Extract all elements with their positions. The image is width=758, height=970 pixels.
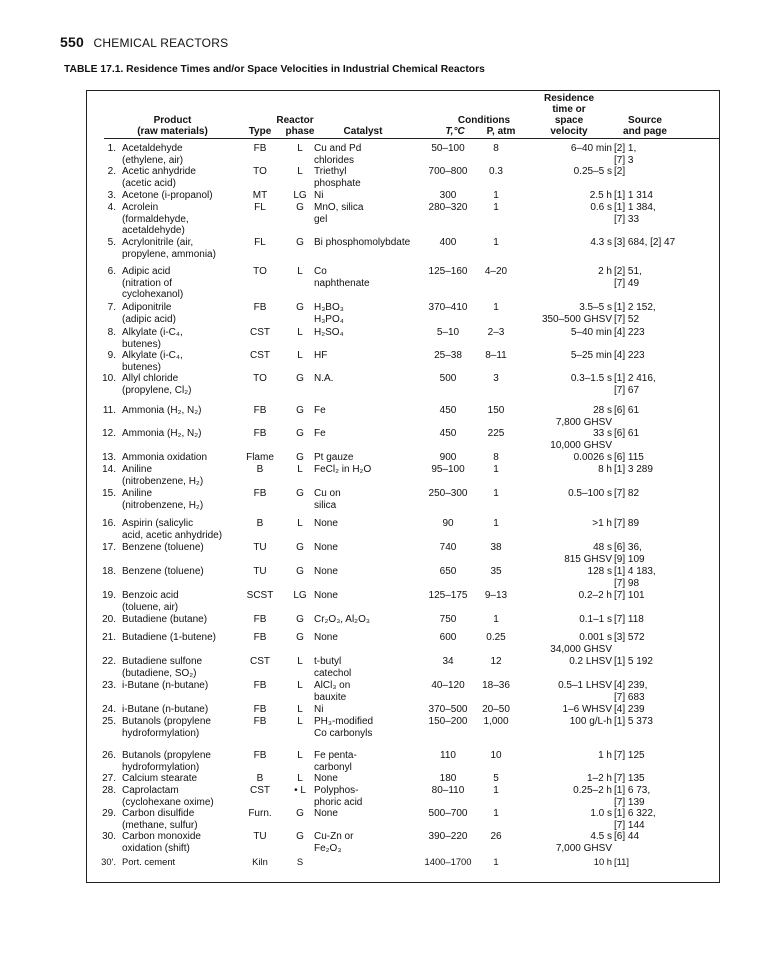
cell-catalyst: AlCl₃ on bauxite [314, 680, 351, 703]
cell-pressure: 1 [493, 808, 499, 819]
cell-catalyst: None [314, 518, 338, 529]
cell-product: Aniline (nitrobenzene, H₂) [122, 464, 204, 487]
cell-residence: 0.5–100 s [568, 488, 612, 499]
cell-type: FB [253, 302, 267, 313]
header-catalyst: Catalyst [343, 126, 383, 137]
cell-source: [1] 2 152, [7] 52 [614, 302, 656, 325]
cell-phase: G [296, 452, 304, 463]
cell-source: [7] 125 [614, 750, 645, 761]
cell-source: [1] 4 183, [7] 98 [614, 566, 656, 589]
cell-residence: 0.0026 s [573, 452, 612, 463]
cell-phase: • L [294, 785, 306, 796]
cell-type: Furn. [248, 808, 272, 819]
cell-phase: LG [293, 590, 307, 601]
cell-source: [11] [614, 856, 629, 867]
cell-type: TU [253, 542, 267, 553]
cell-type: FB [253, 143, 267, 154]
cell-type: FB [253, 405, 267, 416]
cell-product: Aniline (nitrobenzene, H₂) [122, 488, 204, 511]
cell-source: [1] 6 73, [7] 139 [614, 785, 651, 808]
cell-phase: L [297, 143, 303, 154]
cell-product: Benzoic acid (toluene, air) [122, 590, 179, 613]
cell-product: Butadiene sulfone (butadiene, SO₂) [122, 656, 203, 679]
cell-catalyst: H₃BO₃ H₃PO₄ [314, 302, 344, 325]
cell-temperature: 280–320 [428, 202, 468, 213]
cell-catalyst: Cu-Zn or Fe₂O₃ [314, 831, 354, 854]
cell-phase: G [296, 808, 304, 819]
cell-phase: L [297, 773, 303, 784]
cell-phase: L [297, 680, 303, 691]
cell-type: B [256, 464, 264, 475]
cell-pressure: 1 [493, 302, 499, 313]
cell-product: Allyl chloride (propylene, Cl₂) [122, 373, 192, 396]
cell-catalyst: None [314, 808, 338, 819]
cell-residence: 33 s 10,000 GHSV [550, 428, 612, 451]
cell-residence: >1 h [592, 518, 612, 529]
row-number: 30'. [101, 856, 116, 867]
row-number: 27. [102, 773, 116, 784]
cell-product: Acetaldehyde (ethylene, air) [122, 143, 184, 166]
cell-temperature: 500–700 [428, 808, 468, 819]
cell-catalyst: Cu and Pd chlorides [314, 143, 362, 166]
cell-source: [1] 1 384, [7] 33 [614, 202, 656, 225]
cell-phase: L [297, 327, 303, 338]
cell-temperature: 750 [439, 614, 457, 625]
cell-phase: G [296, 488, 304, 499]
cell-product: Ammonia (H₂, N₂) [122, 405, 202, 416]
cell-temperature: 900 [439, 452, 457, 463]
cell-catalyst: Ni [314, 704, 324, 715]
cell-product: Benzene (toluene) [122, 566, 204, 577]
row-number: 23. [102, 680, 116, 691]
cell-residence: 0.25–5 s [573, 166, 612, 177]
row-number: 2. [107, 166, 116, 177]
cell-temperature: 450 [439, 405, 457, 416]
cell-product: Butadiene (butane) [122, 614, 208, 625]
cell-source: [1] 5 192 [614, 656, 653, 667]
row-number: 13. [102, 452, 116, 463]
cell-phase: L [297, 704, 303, 715]
cell-product: Carbon disulfide (methane, sulfur) [122, 808, 198, 831]
cell-phase: G [296, 302, 304, 313]
cell-temperature: 180 [439, 773, 457, 784]
cell-type: B [256, 518, 264, 529]
cell-product: Alkylate (i-C₄, butenes) [122, 327, 183, 350]
cell-catalyst: None [314, 542, 338, 553]
cell-source: [2] 1, [7] 3 [614, 143, 637, 166]
cell-catalyst: Triethyl phosphate [314, 166, 361, 189]
cell-type: MT [252, 190, 268, 201]
row-number: 8. [107, 327, 116, 338]
cell-phase: G [296, 237, 304, 248]
cell-product: Ammonia (H₂, N₂) [122, 428, 202, 439]
cell-pressure: 9–13 [484, 590, 508, 601]
header-rule [104, 138, 720, 139]
cell-type: FL [254, 237, 266, 248]
cell-temperature: 25–38 [434, 350, 462, 361]
cell-residence: 100 g/L-h [569, 716, 612, 727]
header-temp: T,°C [445, 126, 465, 137]
cell-residence: 6–40 min [570, 143, 612, 154]
cell-pressure: 1 [493, 518, 499, 529]
cell-catalyst: N.A. [314, 373, 334, 384]
cell-phase: L [297, 350, 303, 361]
cell-catalyst: Fe [314, 428, 326, 439]
cell-temperature: 1400–1700 [424, 856, 472, 867]
cell-catalyst: t-butyl catechol [314, 656, 352, 679]
cell-phase: L [297, 656, 303, 667]
cell-catalyst: None [314, 632, 338, 643]
row-number: 28. [102, 785, 116, 796]
cell-phase: G [296, 428, 304, 439]
cell-residence: 0.25–2 h [573, 785, 612, 796]
cell-pressure: 8 [493, 143, 499, 154]
cell-catalyst: Pt gauze [314, 452, 354, 463]
cell-type: TO [253, 266, 267, 277]
row-number: 7. [107, 302, 116, 313]
cell-temperature: 500 [439, 373, 457, 384]
cell-source: [4] 239 [614, 704, 645, 715]
cell-pressure: 8–11 [485, 350, 507, 361]
cell-source: [7] 135 [614, 773, 645, 784]
cell-temperature: 95–100 [431, 464, 465, 475]
cell-phase: L [297, 750, 303, 761]
cell-catalyst: Cu on silica [314, 488, 341, 511]
cell-pressure: 18–36 [482, 680, 510, 691]
cell-product: Alkylate (i-C₄, butenes) [122, 350, 183, 373]
cell-temperature: 370–500 [428, 704, 468, 715]
row-number: 5. [107, 237, 116, 248]
cell-residence: 2 h [598, 266, 612, 277]
header-reactor: Reactor [276, 115, 314, 126]
cell-product: i-Butane (n-butane) [122, 704, 209, 715]
cell-type: TO [253, 166, 267, 177]
cell-pressure: 2–3 [487, 327, 505, 338]
page-number: 550 [60, 34, 84, 50]
cell-temperature: 50–100 [431, 143, 465, 154]
cell-source: [6] 44 [614, 831, 640, 842]
cell-product: Adiponitrile (adipic acid) [122, 302, 176, 325]
table-caption: TABLE 17.1. Residence Times and/or Space Velocities in Industrial Chemical Reactors [64, 64, 485, 75]
cell-catalyst: Bi phosphomolybdate [314, 237, 411, 248]
cell-type: CST [250, 656, 270, 667]
row-number: 15. [102, 488, 116, 499]
cell-source: [6] 36, [9] 109 [614, 542, 645, 565]
cell-type: B [256, 773, 264, 784]
cell-residence: 3.5–5 s 350–500 GHSV [541, 302, 612, 325]
header-residence: Residence time or space velocity [543, 93, 595, 137]
cell-residence: 4.3 s [590, 237, 612, 248]
header-pressure: P, atm [486, 126, 516, 137]
cell-source: [3] 684, [2] 47 [614, 237, 676, 248]
header-conditions: Conditions [457, 115, 511, 126]
cell-type: TO [253, 373, 267, 384]
cell-type: FB [253, 704, 267, 715]
cell-phase: S [296, 856, 304, 867]
cell-catalyst: Fe penta- carbonyl [314, 750, 357, 773]
cell-catalyst: HF [314, 350, 328, 361]
cell-residence: 1–2 h [586, 773, 612, 784]
cell-type: FB [253, 680, 267, 691]
cell-pressure: 225 [487, 428, 505, 439]
row-number: 29. [102, 808, 116, 819]
cell-pressure: 0.3 [489, 166, 503, 177]
cell-residence: 128 s [587, 566, 612, 577]
cell-source: [7] 82 [614, 488, 640, 499]
row-number: 14. [102, 464, 116, 475]
cell-type: FL [254, 202, 266, 213]
cell-source: [7] 101 [614, 590, 645, 601]
cell-phase: L [297, 716, 303, 727]
cell-phase: L [297, 464, 303, 475]
cell-temperature: 5–10 [436, 327, 460, 338]
cell-residence: 1–6 WHSV [562, 704, 612, 715]
cell-product: Port. cement [122, 856, 176, 867]
cell-type: SCST [246, 590, 274, 601]
cell-residence: 0.1–1 s [579, 614, 612, 625]
cell-product: i-Butane (n-butane) [122, 680, 209, 691]
cell-temperature: 390–220 [428, 831, 468, 842]
cell-pressure: 35 [490, 566, 502, 577]
row-number: 4. [107, 202, 116, 213]
cell-temperature: 250–300 [428, 488, 468, 499]
cell-residence: 0.2 LHSV [569, 656, 612, 667]
cell-pressure: 20–50 [482, 704, 510, 715]
cell-product: Caprolactam (cyclohexane oxime) [122, 785, 214, 808]
cell-catalyst: Co naphthenate [314, 266, 370, 289]
cell-catalyst: None [314, 773, 338, 784]
row-number: 9. [107, 350, 116, 361]
row-number: 22. [102, 656, 116, 667]
header-phase: phase [285, 126, 315, 137]
cell-phase: G [296, 632, 304, 643]
cell-temperature: 125–175 [428, 590, 468, 601]
cell-pressure: 10 [490, 750, 502, 761]
cell-phase: G [296, 831, 304, 842]
cell-type: CST [250, 327, 270, 338]
cell-residence: 28 s 7,800 GHSV [555, 405, 612, 428]
cell-product: Aspirin (salicylic acid, acetic anhydride) [122, 518, 223, 541]
cell-pressure: 150 [487, 405, 505, 416]
cell-product: Acetic anhydride (acetic acid) [122, 166, 196, 189]
row-number: 21. [102, 632, 116, 643]
row-number: 6. [107, 266, 116, 277]
cell-residence: 4.5 s 7,000 GHSV [555, 831, 612, 854]
cell-residence: 0.2–2 h [578, 590, 612, 601]
cell-source: [4] 223 [614, 327, 645, 338]
cell-source: [7] 118 [614, 614, 644, 625]
row-number: 30. [102, 831, 116, 842]
cell-residence: 0.001 s 34,000 GHSV [550, 632, 612, 655]
cell-product: Acrolein (formaldehyde, acetaldehyde) [122, 202, 189, 236]
running-title: CHEMICAL REACTORS [93, 36, 229, 50]
cell-source: [4] 239, [7] 683 [614, 680, 648, 703]
cell-pressure: 3 [493, 373, 499, 384]
cell-pressure: 1 [493, 488, 499, 499]
cell-type: CST [250, 350, 270, 361]
cell-type: TU [253, 566, 267, 577]
cell-residence: 10 h [593, 856, 612, 867]
cell-phase: G [296, 566, 304, 577]
cell-source: [1] 5 373 [614, 716, 653, 727]
cell-type: FB [253, 428, 267, 439]
cell-type: CST [250, 785, 270, 796]
row-number: 12. [102, 428, 116, 439]
cell-pressure: 1 [493, 190, 499, 201]
cell-temperature: 150–200 [428, 716, 468, 727]
cell-source: [6] 61 [614, 405, 640, 416]
cell-source: [1] 3 289 [614, 464, 653, 475]
cell-catalyst: FeCl₂ in H₂O [314, 464, 372, 475]
cell-temperature: 450 [439, 428, 457, 439]
cell-type: FB [253, 632, 267, 643]
cell-type: FB [253, 716, 267, 727]
cell-type: FB [253, 614, 267, 625]
cell-residence: 1 h [598, 750, 612, 761]
cell-product: Acrylonitrile (air, propylene, ammonia) [122, 237, 216, 260]
cell-phase: G [296, 405, 304, 416]
cell-temperature: 700–800 [428, 166, 468, 177]
row-number: 17. [102, 542, 116, 553]
cell-phase: L [297, 166, 303, 177]
cell-type: FB [253, 750, 267, 761]
cell-phase: L [297, 266, 303, 277]
cell-source: [2] 51, [7] 49 [614, 266, 642, 289]
header-source: Source and page [623, 115, 667, 137]
cell-temperature: 125–160 [428, 266, 468, 277]
page-header [60, 34, 228, 50]
cell-pressure: 1 [493, 202, 499, 213]
row-number: 25. [102, 716, 116, 727]
cell-type: Flame [246, 452, 274, 463]
cell-type: Kiln [252, 856, 268, 867]
cell-catalyst: None [314, 566, 338, 577]
cell-residence: 0.6 s [590, 202, 612, 213]
cell-temperature: 34 [442, 656, 454, 667]
cell-product: Benzene (toluene) [122, 542, 204, 553]
cell-temperature: 600 [439, 632, 457, 643]
cell-phase: G [296, 614, 304, 625]
cell-product: Adipic acid (nitration of cyclohexanol) [122, 266, 184, 300]
cell-residence: 8 h [598, 464, 612, 475]
cell-catalyst: PH₃-modified Co carbonyls [314, 716, 374, 739]
cell-catalyst: MnO, silica gel [314, 202, 364, 225]
cell-temperature: 400 [439, 237, 457, 248]
cell-pressure: 38 [490, 542, 502, 553]
cell-source: [1] 2 416, [7] 67 [614, 373, 656, 396]
cell-phase: LG [293, 190, 307, 201]
cell-source: [1] 1 314 [614, 190, 653, 201]
cell-source: [2] [614, 166, 626, 177]
cell-catalyst: Ni [314, 190, 324, 201]
row-number: 18. [102, 566, 116, 577]
cell-pressure: 1 [493, 856, 499, 867]
cell-product: Calcium stearate [122, 773, 198, 784]
row-number: 16. [102, 518, 116, 529]
cell-residence: 5–40 min [570, 327, 612, 338]
cell-residence: 0.5–1 LHSV [558, 680, 612, 691]
cell-temperature: 80–110 [431, 785, 465, 796]
cell-temperature: 40–120 [431, 680, 465, 691]
cell-catalyst: None [314, 590, 338, 601]
cell-temperature: 110 [440, 750, 456, 761]
cell-pressure: 0.25 [486, 632, 506, 643]
cell-phase: L [297, 518, 303, 529]
row-number: 24. [102, 704, 116, 715]
cell-catalyst: Polyphos- phoric acid [314, 785, 363, 808]
cell-temperature: 650 [439, 566, 457, 577]
cell-residence: 1.0 s [590, 808, 612, 819]
cell-catalyst: H₂SO₄ [314, 327, 344, 338]
cell-product: Acetone (i-propanol) [122, 190, 213, 201]
row-number: 20. [102, 614, 116, 625]
cell-source: [7] 89 [614, 518, 640, 529]
row-number: 11. [102, 405, 116, 416]
cell-pressure: 1 [493, 237, 499, 248]
cell-residence: 2.5 h [589, 190, 612, 201]
cell-residence: 5–25 min [570, 350, 612, 361]
cell-source: [3] 572 [614, 632, 645, 643]
cell-product: Ammonia oxidation [122, 452, 208, 463]
cell-source: [6] 115 [614, 452, 644, 463]
header-type: Type [248, 126, 272, 137]
cell-phase: G [296, 373, 304, 384]
cell-pressure: 5 [493, 773, 499, 784]
cell-pressure: 1 [493, 614, 499, 625]
cell-phase: G [296, 202, 304, 213]
header-product: Product (raw materials) [137, 115, 208, 137]
row-number: 10. [102, 373, 116, 384]
cell-residence: 0.3–1.5 s [570, 373, 612, 384]
cell-source: [6] 61 [614, 428, 640, 439]
cell-phase: G [296, 542, 304, 553]
row-number: 3. [107, 190, 116, 201]
cell-temperature: 90 [442, 518, 454, 529]
cell-type: FB [253, 488, 267, 499]
cell-product: Butanols (propylene hydroformylation) [122, 750, 211, 773]
cell-catalyst: Fe [314, 405, 326, 416]
cell-pressure: 1,000 [483, 716, 509, 727]
cell-residence: 48 s 815 GHSV [564, 542, 612, 565]
cell-pressure: 1 [493, 464, 499, 475]
row-number: 1. [107, 143, 116, 154]
cell-pressure: 8 [493, 452, 499, 463]
row-number: 19. [102, 590, 116, 601]
cell-type: TU [253, 831, 267, 842]
cell-temperature: 740 [439, 542, 457, 553]
cell-product: Carbon monoxide oxidation (shift) [122, 831, 201, 854]
cell-product: Butanols (propylene hydroformylation) [122, 716, 211, 739]
cell-source: [1] 6 322, [7] 144 [614, 808, 656, 831]
row-number: 26. [102, 750, 116, 761]
cell-pressure: 26 [490, 831, 502, 842]
cell-temperature: 300 [439, 190, 457, 201]
cell-source: [4] 223 [614, 350, 645, 361]
cell-pressure: 1 [493, 785, 499, 796]
cell-product: Butadiene (1-butene) [122, 632, 216, 643]
cell-temperature: 370–410 [428, 302, 468, 313]
cell-pressure: 4–20 [484, 266, 508, 277]
cell-catalyst: Cr₂O₃, Al₂O₃ [314, 614, 370, 625]
cell-pressure: 12 [490, 656, 502, 667]
